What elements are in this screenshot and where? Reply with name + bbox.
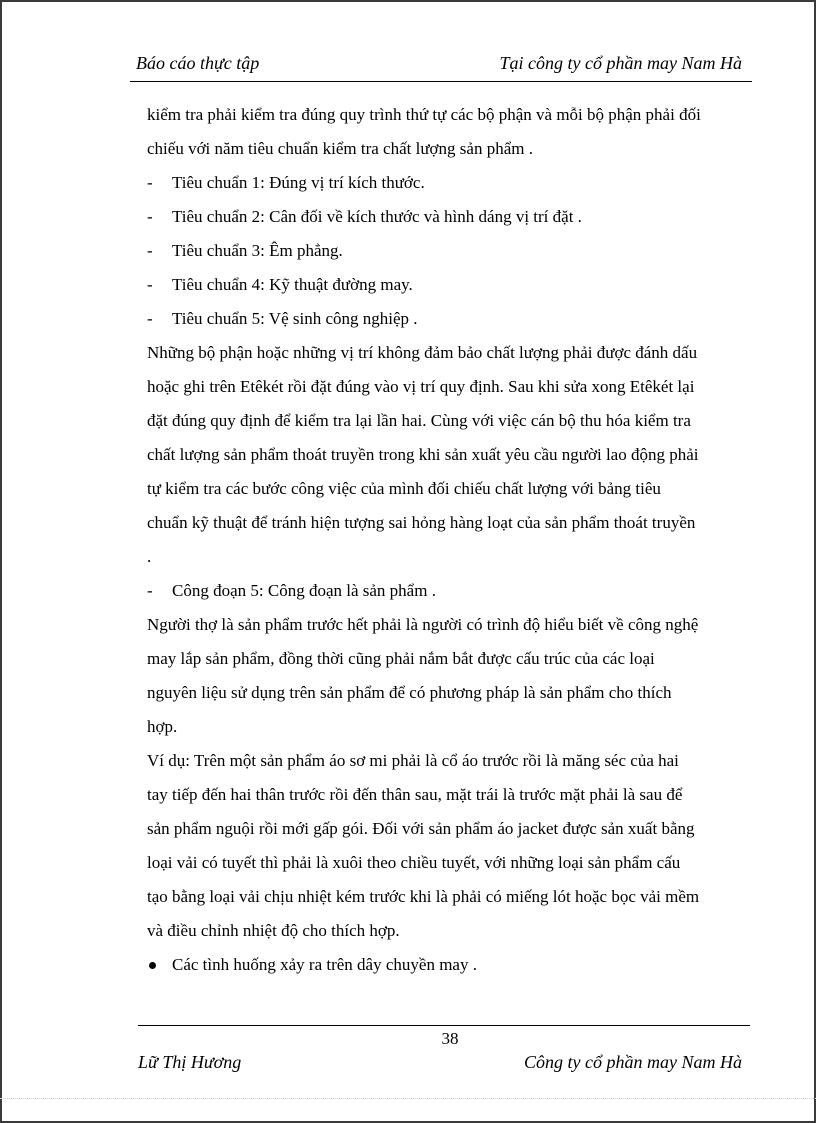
dash-marker: - xyxy=(147,309,153,328)
document-body xyxy=(147,98,759,982)
situations-item xyxy=(147,948,759,982)
text-line: . xyxy=(147,547,152,566)
situations-text: Các tình huống xảy ra trên dây chuyền may . xyxy=(172,955,477,974)
standard-item-2 xyxy=(147,200,759,234)
text-line: chiếu với năm tiêu chuẩn kiểm tra chất lượng sản phẩm . xyxy=(147,139,533,158)
text-line: kiểm tra phải kiểm tra đúng quy trình thứ tự các bộ phận và mỗi bộ phận phải đối xyxy=(147,105,701,124)
text-line: may lắp sản phẩm, đồng thời cũng phải nắm bắt được cấu trúc của các loại xyxy=(147,649,655,668)
standard-item-5 xyxy=(147,302,759,336)
standard-text: Tiêu chuẩn 2: Cân đối về kích thước và hình dáng vị trí đặt . xyxy=(172,207,582,226)
dash-marker: - xyxy=(147,581,153,600)
standard-item-1 xyxy=(147,166,759,200)
paragraph-marking xyxy=(147,336,759,574)
dash-marker: - xyxy=(147,207,153,226)
standard-text: Tiêu chuẩn 4: Kỹ thuật đường may. xyxy=(172,275,413,294)
standards-list xyxy=(147,166,759,336)
text-line: Người thợ là sản phẩm trước hết phải là người có trình độ hiểu biết về công nghệ xyxy=(147,615,699,634)
text-line: hợp. xyxy=(147,717,178,736)
text-line: chuẩn kỹ thuật để tránh hiện tượng sai hỏng hàng loạt của sản phẩm thoát truyền xyxy=(147,513,696,532)
header-left-title: Báo cáo thực tập xyxy=(136,53,260,73)
dash-marker: - xyxy=(147,275,153,294)
header-divider xyxy=(130,81,752,82)
text-line: loại vải có tuyết thì phải là xuôi theo chiều tuyết, với những loại sản phẩm cấu xyxy=(147,853,681,872)
text-line: tạo bằng loại vải chịu nhiệt kém trước khi là phải có miếng lót hoặc bọc vải mềm xyxy=(147,887,700,906)
text-line: Ví dụ: Trên một sản phẩm áo sơ mi phải là cổ áo trước rồi là măng séc của hai xyxy=(147,751,679,770)
paragraph-example xyxy=(147,744,759,948)
page-footer xyxy=(138,1050,742,1074)
dash-marker: - xyxy=(147,241,153,260)
text-line: hoặc ghi trên Etêkét rồi đặt đúng vào vị trí quy định. Sau khi sửa xong Etêkét lại xyxy=(147,377,695,396)
bullet-dot-icon xyxy=(149,962,156,969)
text-line: nguyên liệu sử dụng trên sản phẩm để có phương pháp là sản phẩm cho thích xyxy=(147,683,672,702)
page-number: 38 xyxy=(441,1029,459,1048)
text-line: đặt đúng quy định để kiểm tra lại lần hai. Cùng với việc cán bộ thu hóa kiểm tra xyxy=(147,411,691,430)
stage-5-text: Công đoạn 5: Công đoạn là sản phẩm . xyxy=(172,581,436,600)
bottom-dotted-rule xyxy=(0,1098,816,1099)
paragraph-worker xyxy=(147,608,759,744)
dash-marker: - xyxy=(147,173,153,192)
standard-text: Tiêu chuẩn 1: Đúng vị trí kích thước. xyxy=(172,173,425,192)
stage-5-item xyxy=(147,574,759,608)
footer-company: Công ty cổ phần may Nam Hà xyxy=(524,1052,742,1072)
text-line: tự kiểm tra các bước công việc của mình đối chiếu chất lượng với bảng tiêu xyxy=(147,479,661,498)
text-line: Những bộ phận hoặc những vị trí không đảm bảo chất lượng phải được đánh dấu xyxy=(147,343,698,362)
standard-text: Tiêu chuẩn 3: Êm phẳng. xyxy=(172,241,343,260)
standard-item-3 xyxy=(147,234,759,268)
footer-author: Lữ Thị Hương xyxy=(138,1052,242,1072)
text-line: và điều chỉnh nhiệt độ cho thích hợp. xyxy=(147,921,400,940)
text-line: chất lượng sản phẩm thoát truyền trong khi sản xuất yêu cầu người lao động phải xyxy=(147,445,699,464)
standard-item-4 xyxy=(147,268,759,302)
text-line: tay tiếp đến hai thân trước rồi đến thân sau, mặt trái là trước mặt phải là sau để xyxy=(147,785,683,804)
header-right-title: Tại công ty cổ phần may Nam Hà xyxy=(499,53,742,73)
standard-text: Tiêu chuẩn 5: Vệ sinh công nghiệp . xyxy=(172,309,418,328)
paragraph-intro xyxy=(147,98,759,166)
text-line: sản phẩm nguội rồi mới gấp gói. Đối với sản phẩm áo jacket được sản xuất bằng xyxy=(147,819,695,838)
page-header xyxy=(136,50,742,76)
footer-divider xyxy=(138,1025,750,1026)
